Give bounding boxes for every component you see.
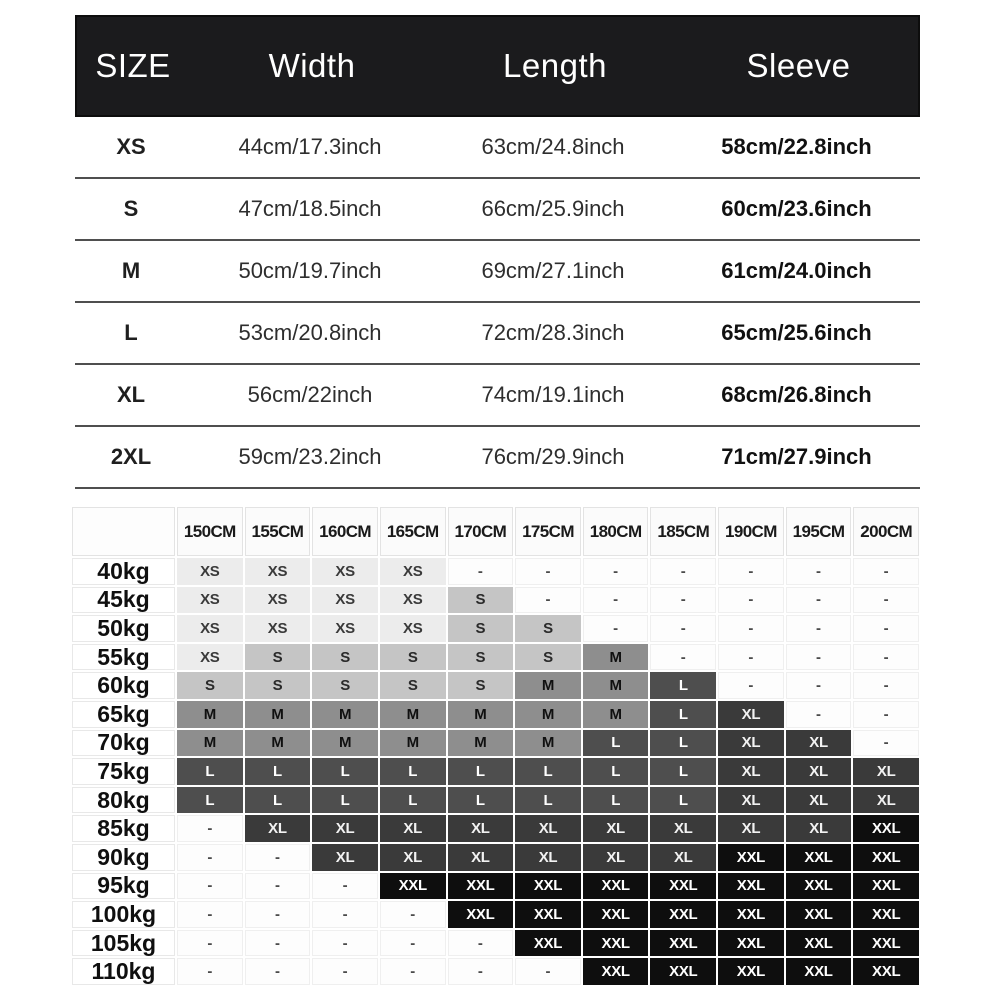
matrix-size-cell: S	[312, 672, 378, 699]
size-table-cell-sleeve: 58cm/22.8inch	[721, 134, 872, 159]
size-table-cell-size: XL	[116, 382, 146, 407]
size-table-cell-length: 76cm/29.9inch	[481, 444, 625, 469]
matrix-empty-cell: -	[718, 672, 784, 699]
matrix-empty-cell: -	[245, 958, 311, 985]
matrix-size-cell: L	[380, 787, 446, 814]
matrix-size-cell: XL	[312, 844, 378, 871]
matrix-size-cell: XL	[853, 758, 919, 785]
matrix-size-cell: L	[650, 672, 716, 699]
size-table-header	[75, 15, 920, 117]
matrix-height-header: 160CM	[312, 507, 378, 556]
matrix-size-cell: XS	[380, 587, 446, 614]
matrix-size-cell: XL	[312, 815, 378, 842]
matrix-size-cell: S	[245, 644, 311, 671]
matrix-empty-cell: -	[583, 558, 649, 585]
matrix-height-header: 175CM	[515, 507, 581, 556]
matrix-size-cell: M	[583, 644, 649, 671]
matrix-weight-label: 90kg	[72, 844, 175, 871]
matrix-size-cell: XXL	[650, 930, 716, 957]
size-table-cell-sleeve: 61cm/24.0inch	[721, 258, 872, 283]
size-table-cell-sleeve: 60cm/23.6inch	[721, 196, 872, 221]
matrix-height-header: 150CM	[177, 507, 243, 556]
matrix-size-cell: XXL	[786, 901, 852, 928]
matrix-size-cell: S	[515, 615, 581, 642]
matrix-size-cell: M	[380, 730, 446, 757]
matrix-size-cell: M	[245, 701, 311, 728]
matrix-empty-cell: -	[380, 901, 446, 928]
matrix-size-cell: XXL	[786, 873, 852, 900]
size-table-cell-length: 66cm/25.9inch	[481, 196, 625, 221]
size-table-row	[75, 117, 920, 179]
matrix-size-cell: XL	[380, 844, 446, 871]
matrix-empty-cell: -	[853, 587, 919, 614]
size-table-cell-length: 74cm/19.1inch	[481, 382, 625, 407]
matrix-size-cell: XXL	[786, 844, 852, 871]
size-table-cell-width: 47cm/18.5inch	[238, 196, 382, 221]
matrix-size-cell: XXL	[583, 958, 649, 985]
matrix-size-cell: S	[448, 644, 514, 671]
matrix-empty-cell: -	[583, 587, 649, 614]
matrix-size-cell: S	[515, 644, 581, 671]
matrix-size-cell: XXL	[515, 873, 581, 900]
matrix-corner-cell	[72, 507, 175, 556]
matrix-size-cell: L	[515, 787, 581, 814]
matrix-empty-cell: -	[718, 558, 784, 585]
matrix-size-cell: L	[650, 787, 716, 814]
matrix-weight-label: 65kg	[72, 701, 175, 728]
matrix-empty-cell: -	[786, 587, 852, 614]
matrix-size-cell: XL	[786, 787, 852, 814]
matrix-empty-cell: -	[177, 844, 243, 871]
matrix-size-cell: XL	[718, 758, 784, 785]
matrix-size-cell: XL	[786, 730, 852, 757]
matrix-size-cell: M	[583, 701, 649, 728]
size-table-row	[75, 303, 920, 365]
matrix-size-cell: L	[312, 787, 378, 814]
matrix-size-cell: L	[448, 758, 514, 785]
matrix-size-cell: XXL	[853, 873, 919, 900]
matrix-size-cell: XL	[515, 815, 581, 842]
size-table-cell-width: 50cm/19.7inch	[238, 258, 382, 283]
matrix-size-cell: XL	[853, 787, 919, 814]
matrix-size-cell: XXL	[853, 958, 919, 985]
size-table	[75, 15, 920, 489]
matrix-empty-cell: -	[853, 730, 919, 757]
matrix-size-cell: XXL	[786, 958, 852, 985]
matrix-size-cell: M	[177, 701, 243, 728]
matrix-size-cell: XXL	[650, 901, 716, 928]
size-table-header-length: Length	[503, 47, 607, 84]
matrix-size-cell: S	[177, 672, 243, 699]
matrix-size-cell: M	[312, 730, 378, 757]
matrix-empty-cell: -	[245, 930, 311, 957]
matrix-empty-cell: -	[650, 587, 716, 614]
matrix-size-cell: XXL	[718, 930, 784, 957]
matrix-empty-cell: -	[650, 558, 716, 585]
matrix-empty-cell: -	[786, 701, 852, 728]
matrix-size-cell: XXL	[650, 873, 716, 900]
matrix-empty-cell: -	[380, 958, 446, 985]
size-table-cell-sleeve: 65cm/25.6inch	[721, 320, 872, 345]
matrix-empty-cell: -	[718, 644, 784, 671]
size-table-cell-sleeve: 71cm/27.9inch	[721, 444, 872, 469]
size-table-cell-size: XS	[116, 134, 146, 159]
matrix-size-cell: XXL	[853, 815, 919, 842]
matrix-size-cell: S	[245, 672, 311, 699]
matrix-size-cell: L	[583, 787, 649, 814]
matrix-size-cell: XS	[312, 615, 378, 642]
matrix-size-cell: XXL	[583, 901, 649, 928]
matrix-size-cell: L	[515, 758, 581, 785]
matrix-size-cell: XXL	[786, 930, 852, 957]
matrix-weight-label: 100kg	[72, 901, 175, 928]
matrix-size-cell: L	[245, 787, 311, 814]
matrix-size-cell: S	[448, 672, 514, 699]
matrix-empty-cell: -	[515, 558, 581, 585]
matrix-size-cell: XL	[583, 844, 649, 871]
matrix-size-cell: M	[515, 730, 581, 757]
matrix-size-cell: XS	[177, 615, 243, 642]
matrix-size-cell: XXL	[380, 873, 446, 900]
size-table-cell-width: 59cm/23.2inch	[238, 444, 382, 469]
matrix-size-cell: XL	[448, 815, 514, 842]
matrix-size-cell: XS	[177, 644, 243, 671]
matrix-size-cell: XL	[245, 815, 311, 842]
matrix-empty-cell: -	[853, 558, 919, 585]
matrix-size-cell: XXL	[448, 873, 514, 900]
matrix-size-cell: M	[515, 672, 581, 699]
matrix-size-cell: XXL	[718, 873, 784, 900]
matrix-empty-cell: -	[448, 930, 514, 957]
matrix-size-cell: M	[515, 701, 581, 728]
matrix-size-cell: XS	[245, 615, 311, 642]
size-table-row	[75, 427, 920, 489]
matrix-weight-label: 85kg	[72, 815, 175, 842]
matrix-size-cell: XS	[177, 558, 243, 585]
matrix-empty-cell: -	[583, 615, 649, 642]
matrix-size-cell: XL	[786, 815, 852, 842]
size-table-cell-length: 69cm/27.1inch	[481, 258, 625, 283]
matrix-empty-cell: -	[853, 615, 919, 642]
matrix-size-cell: M	[448, 701, 514, 728]
matrix-empty-cell: -	[650, 615, 716, 642]
matrix-weight-label: 70kg	[72, 730, 175, 757]
matrix-weight-label: 95kg	[72, 873, 175, 900]
matrix-empty-cell: -	[245, 844, 311, 871]
size-table-cell-length: 63cm/24.8inch	[481, 134, 625, 159]
fit-matrix	[72, 507, 919, 985]
matrix-height-header: 200CM	[853, 507, 919, 556]
matrix-empty-cell: -	[786, 615, 852, 642]
matrix-weight-label: 105kg	[72, 930, 175, 957]
matrix-size-cell: XL	[718, 787, 784, 814]
size-table-cell-width: 44cm/17.3inch	[238, 134, 382, 159]
matrix-empty-cell: -	[245, 901, 311, 928]
matrix-size-cell: XL	[583, 815, 649, 842]
matrix-empty-cell: -	[853, 672, 919, 699]
matrix-height-header: 185CM	[650, 507, 716, 556]
matrix-empty-cell: -	[448, 958, 514, 985]
matrix-size-cell: XXL	[718, 958, 784, 985]
matrix-empty-cell: -	[718, 615, 784, 642]
matrix-size-cell: XXL	[718, 844, 784, 871]
matrix-size-cell: XXL	[515, 901, 581, 928]
matrix-size-cell: XXL	[448, 901, 514, 928]
matrix-size-cell: XL	[448, 844, 514, 871]
matrix-height-header: 190CM	[718, 507, 784, 556]
matrix-size-cell: XL	[380, 815, 446, 842]
size-table-cell-width: 53cm/20.8inch	[238, 320, 382, 345]
matrix-empty-cell: -	[177, 815, 243, 842]
matrix-height-header: 195CM	[786, 507, 852, 556]
matrix-empty-cell: -	[448, 558, 514, 585]
matrix-height-header: 155CM	[245, 507, 311, 556]
matrix-size-cell: XL	[718, 730, 784, 757]
matrix-size-cell: XXL	[583, 930, 649, 957]
matrix-size-cell: XXL	[650, 958, 716, 985]
size-table-cell-size: M	[121, 258, 141, 283]
matrix-size-cell: XL	[650, 815, 716, 842]
matrix-empty-cell: -	[515, 958, 581, 985]
matrix-empty-cell: -	[786, 672, 852, 699]
matrix-size-cell: L	[650, 730, 716, 757]
matrix-weight-label: 55kg	[72, 644, 175, 671]
matrix-size-cell: L	[312, 758, 378, 785]
matrix-height-header: 180CM	[583, 507, 649, 556]
size-table-row	[75, 179, 920, 241]
matrix-size-cell: XS	[380, 615, 446, 642]
matrix-empty-cell: -	[853, 644, 919, 671]
matrix-weight-label: 75kg	[72, 758, 175, 785]
matrix-size-cell: XL	[718, 815, 784, 842]
matrix-height-header: 165CM	[380, 507, 446, 556]
size-table-header-sleeve: Sleeve	[746, 47, 851, 84]
matrix-size-cell: XL	[786, 758, 852, 785]
size-table-cell-sleeve: 68cm/26.8inch	[721, 382, 872, 407]
matrix-size-cell: L	[448, 787, 514, 814]
matrix-size-cell: L	[650, 701, 716, 728]
matrix-size-cell: XL	[650, 844, 716, 871]
matrix-size-cell: XS	[312, 587, 378, 614]
matrix-size-cell: XXL	[853, 844, 919, 871]
size-table-header-size: SIZE	[95, 47, 171, 84]
matrix-size-cell: XS	[245, 587, 311, 614]
size-table-cell-size: L	[124, 320, 138, 345]
matrix-size-cell: XXL	[853, 901, 919, 928]
matrix-weight-label: 50kg	[72, 615, 175, 642]
matrix-size-cell: XL	[515, 844, 581, 871]
matrix-empty-cell: -	[515, 587, 581, 614]
size-table-cell-length: 72cm/28.3inch	[481, 320, 625, 345]
matrix-height-header: 170CM	[448, 507, 514, 556]
matrix-size-cell: M	[312, 701, 378, 728]
matrix-empty-cell: -	[177, 873, 243, 900]
size-table-header-width: Width	[268, 47, 356, 84]
matrix-weight-label: 80kg	[72, 787, 175, 814]
matrix-size-cell: L	[177, 758, 243, 785]
matrix-size-cell: XS	[312, 558, 378, 585]
matrix-empty-cell: -	[177, 930, 243, 957]
size-table-row	[75, 241, 920, 303]
size-table-row	[75, 365, 920, 427]
size-table-cell-size: S	[123, 196, 139, 221]
matrix-empty-cell: -	[245, 873, 311, 900]
matrix-empty-cell: -	[177, 958, 243, 985]
matrix-weight-label: 40kg	[72, 558, 175, 585]
matrix-size-cell: S	[312, 644, 378, 671]
matrix-empty-cell: -	[177, 901, 243, 928]
matrix-weight-label: 110kg	[72, 958, 175, 985]
matrix-empty-cell: -	[853, 701, 919, 728]
matrix-size-cell: M	[448, 730, 514, 757]
matrix-empty-cell: -	[786, 644, 852, 671]
matrix-empty-cell: -	[718, 587, 784, 614]
matrix-size-cell: M	[245, 730, 311, 757]
matrix-size-cell: XXL	[583, 873, 649, 900]
matrix-size-cell: M	[177, 730, 243, 757]
matrix-size-cell: L	[583, 758, 649, 785]
matrix-empty-cell: -	[380, 930, 446, 957]
matrix-size-cell: XXL	[515, 930, 581, 957]
matrix-size-cell: XS	[380, 558, 446, 585]
matrix-size-cell: S	[380, 672, 446, 699]
matrix-size-cell: XL	[718, 701, 784, 728]
matrix-empty-cell: -	[312, 901, 378, 928]
matrix-size-cell: L	[177, 787, 243, 814]
matrix-empty-cell: -	[312, 958, 378, 985]
matrix-empty-cell: -	[786, 558, 852, 585]
matrix-size-cell: XS	[245, 558, 311, 585]
matrix-size-cell: XXL	[853, 930, 919, 957]
matrix-size-cell: M	[583, 672, 649, 699]
matrix-size-cell: M	[380, 701, 446, 728]
matrix-weight-label: 60kg	[72, 672, 175, 699]
size-table-rows	[75, 117, 920, 489]
matrix-empty-cell: -	[312, 930, 378, 957]
matrix-size-cell: S	[380, 644, 446, 671]
matrix-empty-cell: -	[650, 644, 716, 671]
size-table-cell-size: 2XL	[110, 444, 152, 469]
matrix-size-cell: XXL	[718, 901, 784, 928]
matrix-size-cell: S	[448, 615, 514, 642]
matrix-size-cell: S	[448, 587, 514, 614]
matrix-size-cell: L	[583, 730, 649, 757]
matrix-size-cell: XS	[177, 587, 243, 614]
size-table-cell-width: 56cm/22inch	[247, 382, 373, 407]
matrix-weight-label: 45kg	[72, 587, 175, 614]
matrix-size-cell: L	[245, 758, 311, 785]
matrix-size-cell: L	[380, 758, 446, 785]
matrix-size-cell: L	[650, 758, 716, 785]
matrix-empty-cell: -	[312, 873, 378, 900]
